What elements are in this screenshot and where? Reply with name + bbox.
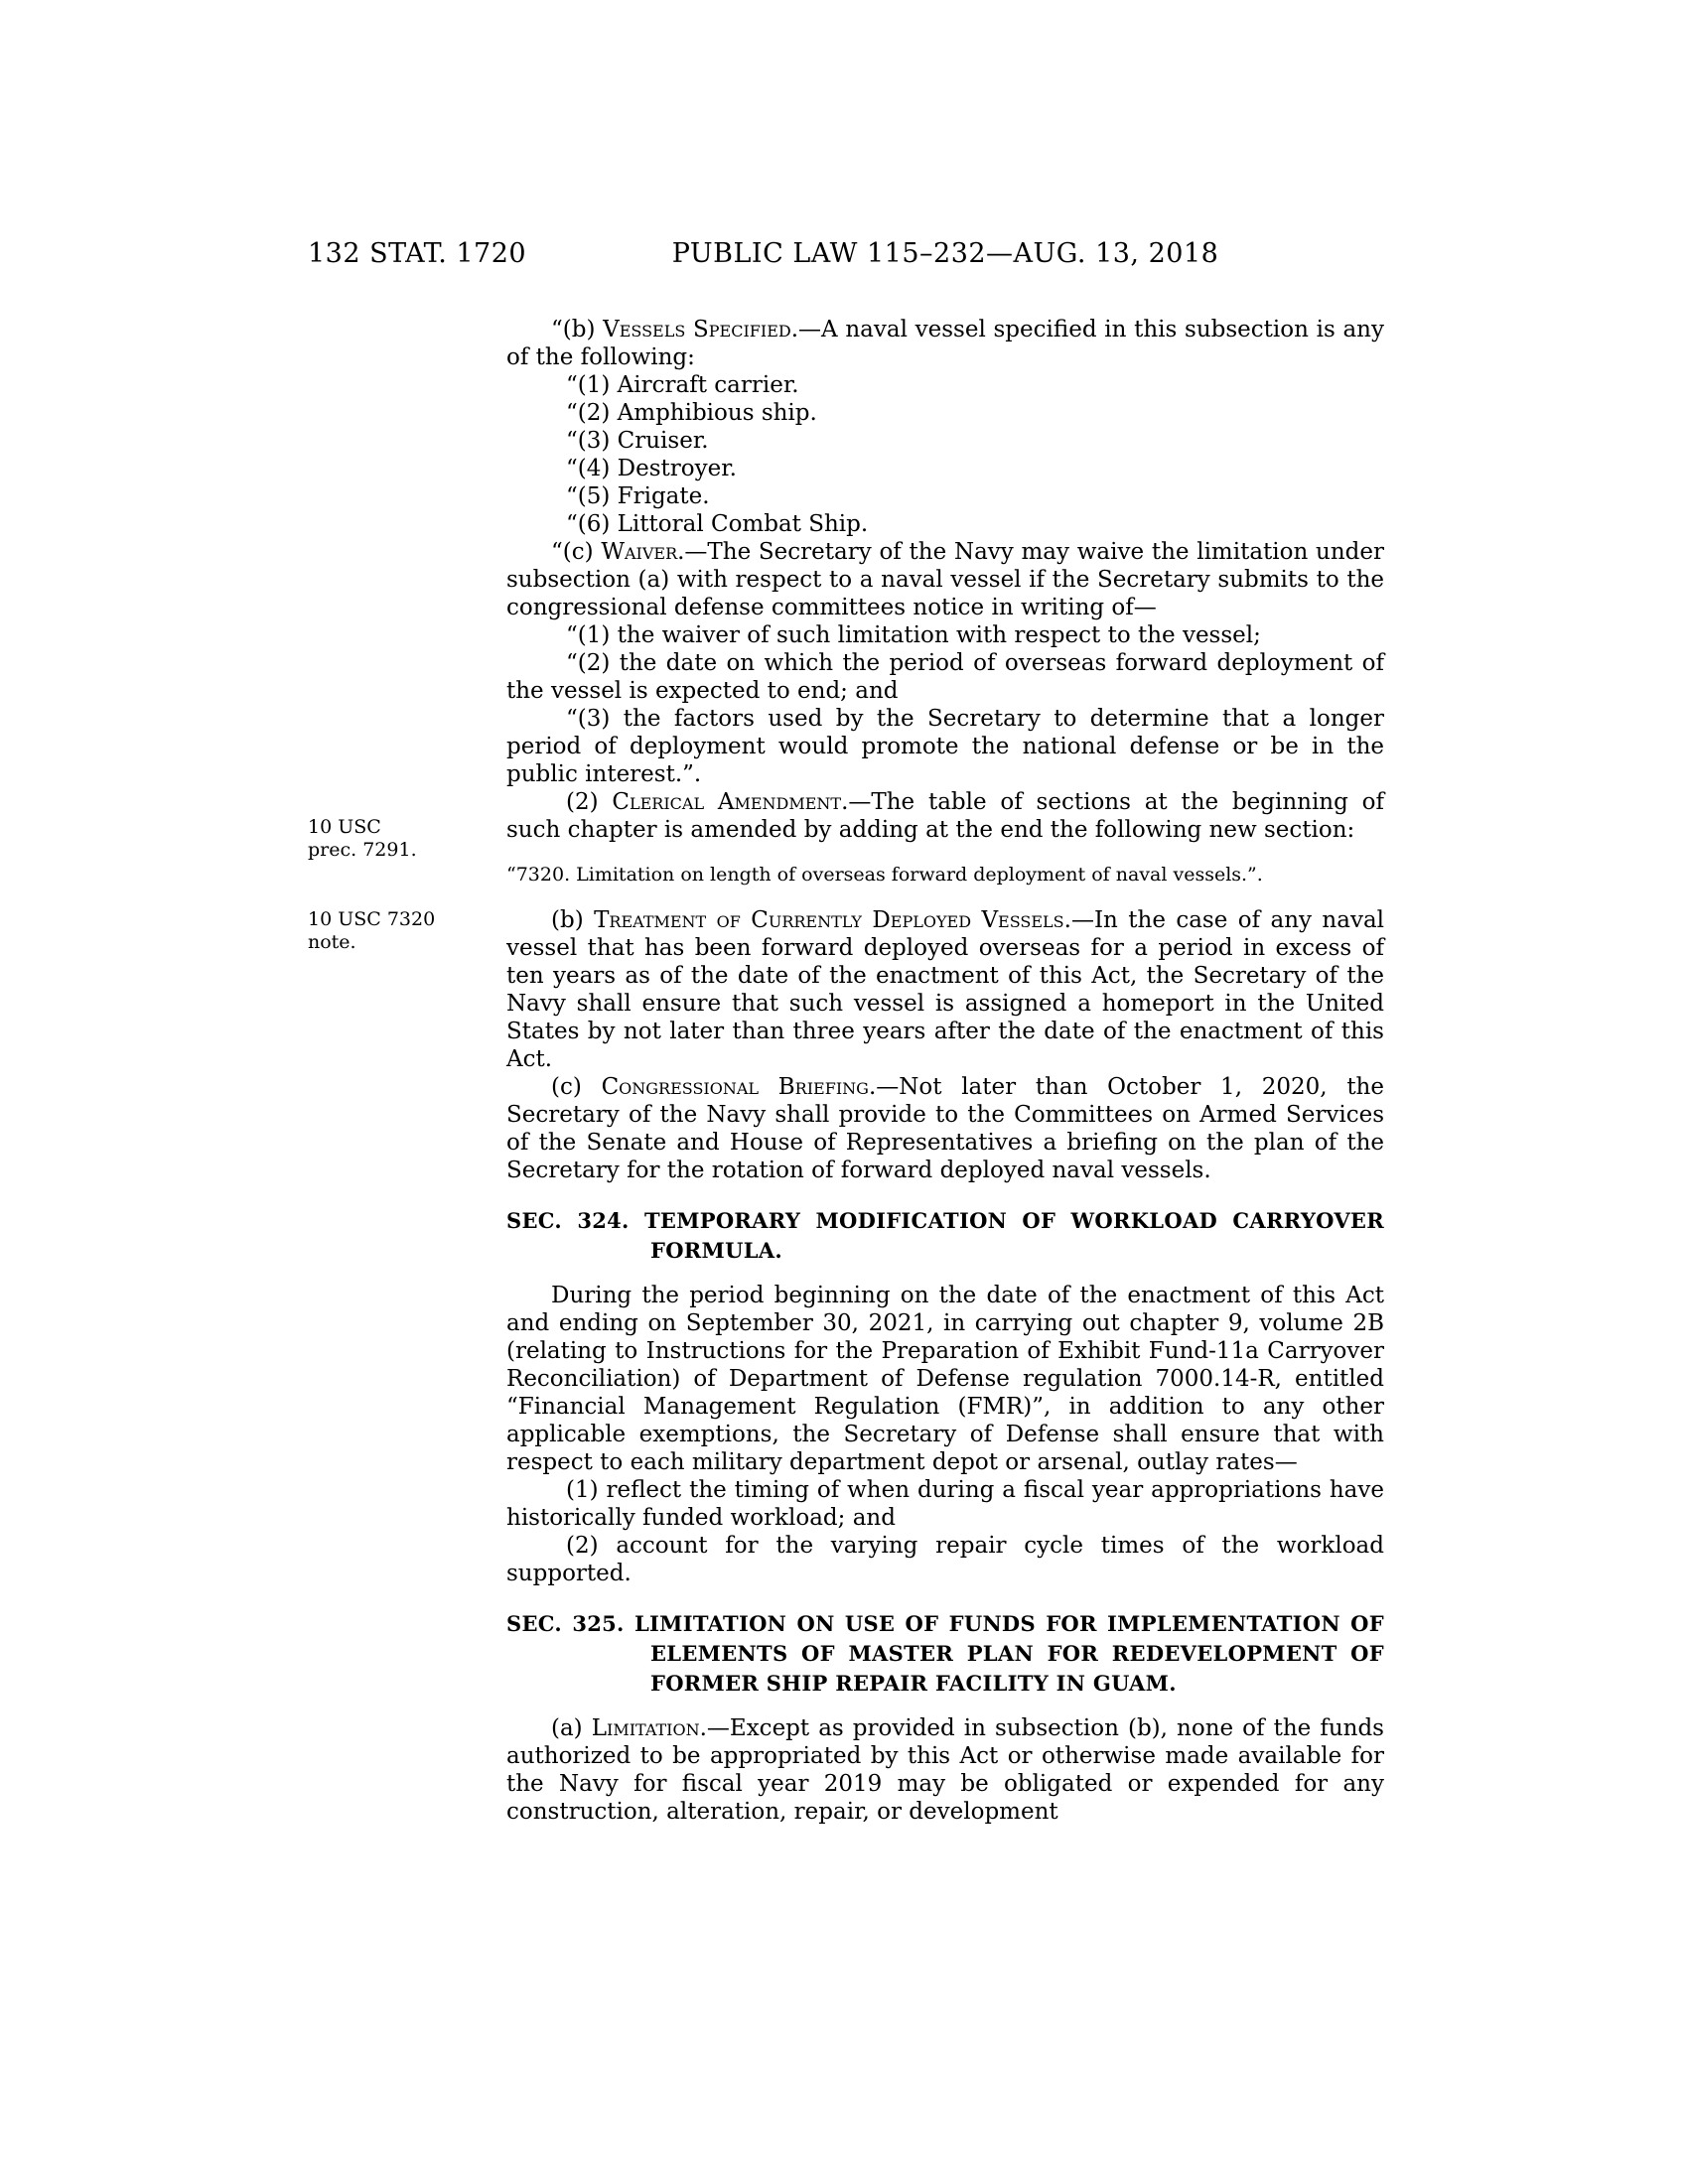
subsection-a-limitation (506, 1714, 1384, 1826)
subsection-heading: Vessels Specified (603, 317, 791, 342)
subsection-heading: Congressional Briefing (601, 1074, 869, 1100)
subsection-label: “(b) (551, 317, 604, 342)
paragraph-heading: Clerical Amendment (612, 789, 842, 815)
subsection-b-treatment (308, 906, 1385, 1073)
section-title: LIMITATION ON USE OF FUNDS FOR IMPLEMENTATION OF ELEMENTS OF MASTER PLAN FOR REDEVELOPMENT OF FORMER SHIP REPAIR FACILITY IN GUAM. (624, 1611, 1384, 1696)
subsection-label: (a) (551, 1715, 592, 1741)
sec-324-item-2: (2) account for the varying repair cycle times of the workload supported. (506, 1533, 1384, 1586)
subsection-text: .—In the case of any naval vessel that has been forward deployed overseas for a period in excess of ten years as of the date of the enactment of this Act, the Secretary of the Navy shall ensure that such vessel is assigned a homeport in the United States by not later than three years after the date of the enactment of this Act. (506, 907, 1385, 1072)
vessel-item-6: “(6) Littoral Combat Ship. (566, 511, 869, 537)
subsection-heading: Limitation (591, 1715, 700, 1741)
subsection-label: “(c) (551, 539, 602, 565)
subsection-c-congressional-briefing (506, 1073, 1384, 1184)
margin-note-line: prec. 7291. (308, 839, 417, 861)
subsection-text: .—Except as provided in subsection (b), none of the funds authorized to be appropriated by this Act or otherwise made available for the Navy for fiscal year 2019 may be obligated or expended for any construction, alteration, repair, or development (506, 1715, 1384, 1825)
sec-324-item-1: (1) reflect the timing of when during a fiscal year appropriations have historically funded workload; and (506, 1477, 1384, 1531)
margin-note-line: note. (308, 931, 356, 953)
sec-324-heading (506, 1206, 1384, 1266)
subsection-text: .—The Secretary of the Navy may waive the limitation under subsection (a) with respect to a naval vessel if the Secretary submits to the congressional defense committees notice in writing of— (506, 539, 1384, 620)
waiver-item-2: “(2) the date on which the period of overseas forward deployment of the vessel is expected to end; and (506, 650, 1384, 704)
vessel-item-4: “(4) Destroyer. (566, 456, 737, 481)
sec-325-heading (506, 1609, 1384, 1699)
vessel-item-3: “(3) Cruiser. (566, 428, 709, 454)
subsection-heading: Treatment of Currently Deployed Vessels (594, 907, 1064, 933)
paragraph-text: .—The table of sections at the beginning of such chapter is amended by adding at the end the following new section: (506, 789, 1384, 843)
vessel-item-5: “(5) Frigate. (566, 483, 710, 509)
subsection-b-vessels-specified (506, 316, 1384, 371)
table-of-sections-entry: “7320. Limitation on length of overseas forward deployment of naval vessels.”. (506, 864, 1263, 886)
paragraph-label: (2) (566, 789, 613, 815)
margin-note-usc-prec-7291 (308, 816, 482, 862)
sec-324-body-paragraph: During the period beginning on the date of the enactment of this Act and ending on September 30, 2021, in carrying out chapter 9, volume 2B (relating to Instructions for the Preparation of Exhibit Fund-11a Carryover Reconciliation) of Department of Defense regulation 7000.14-R, entitled “Financial Management Regulation (FMR)”, in addition to any other applicable exemptions, the Secretary of Defense shall ensure that with respect to each military department depot or arsenal, outlay rates— (506, 1283, 1384, 1475)
statute-text-column (308, 316, 1385, 1826)
section-number: SEC. 325. (506, 1611, 625, 1636)
waiver-item-3: “(3) the factors used by the Secretary to determine that a longer period of deployment would promote the national defense or be in the public interest.”. (506, 706, 1384, 787)
margin-note-line: 10 USC (308, 816, 381, 838)
subsection-label: (c) (551, 1074, 602, 1100)
subsection-label: (b) (551, 907, 595, 933)
subsection-text: .—Not later than October 1, 2020, the Secretary of the Navy shall provide to the Committees on Armed Services of the Senate and House of Representatives a briefing on the plan of the Secretary for the rotation of forward deployed naval vessels. (506, 1074, 1384, 1183)
subsection-c-waiver (506, 538, 1384, 621)
margin-note-line: 10 USC 7320 (308, 908, 436, 930)
subsection-heading: Waiver (601, 539, 678, 565)
waiver-item-1: “(1) the waiver of such limitation with respect to the vessel; (566, 622, 1261, 648)
section-title: TEMPORARY MODIFICATION OF WORKLOAD CARRYOVER FORMULA. (629, 1208, 1384, 1263)
vessel-item-1: “(1) Aircraft carrier. (566, 372, 799, 398)
clerical-amendment-paragraph (308, 788, 1384, 861)
public-law-running-head: PUBLIC LAW 115–232—AUG. 13, 2018 (671, 238, 1219, 269)
subsection-text: .—A naval vessel specified in this subsection is any of the following: (506, 317, 1384, 370)
section-number: SEC. 324. (506, 1208, 630, 1233)
vessel-item-2: “(2) Amphibious ship. (566, 400, 817, 426)
margin-note-usc-7320-note (308, 908, 482, 954)
stat-page-number: 132 STAT. 1720 (308, 238, 527, 269)
